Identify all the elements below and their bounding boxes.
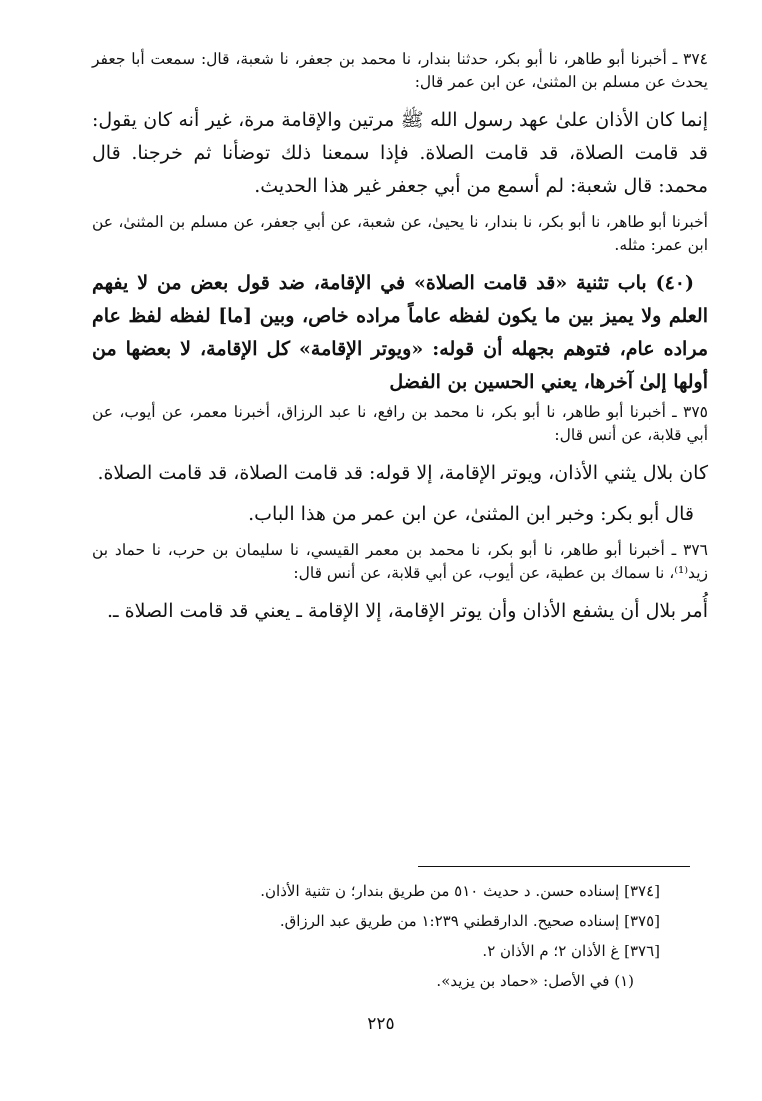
page-body xyxy=(92,48,708,636)
hadith-375-matn: كان بلال يثني الأذان، ويوتر الإقامة، إلا قوله: قد قامت الصلاة، قد قامت الصلاة. xyxy=(97,462,708,484)
hadith-375-isnad: ٣٧٥ ـ أخبرنا أبو طاهر، نا أبو بكر، نا محمد بن رافع، نا عبد الرزاق، أخبرنا معمر، عن أيوب، عن أبي قلابة، عن أنس قال: xyxy=(92,403,708,444)
hadith-376-isnad: ٣٧٦ ـ أخبرنا أبو طاهر، نا أبو بكر، نا محمد بن معمر القيسي، نا سليمان بن حرب، نا حماد بن زيد⁽¹⁾، نا سماك بن عطية، عن أيوب، عن أبي قلابة، عن أنس قال: xyxy=(92,541,708,582)
footnote-1: (١) في الأصل: «حماد بن يزيد». xyxy=(436,972,634,990)
footnote-separator xyxy=(418,866,690,867)
page-number: ٢٢٥ xyxy=(367,1014,395,1034)
hadith-376-matn: أُمر بلال أن يشفع الأذان وأن يوتر الإقامة، إلا الإقامة ـ يعني قد قامت الصلاة ـ. xyxy=(107,600,708,622)
hadith-374-isnad-2: أخبرنا أبو طاهر، نا أبو بكر، نا بندار، نا يحيىٰ، عن شعبة، عن أبي جعفر، عن مسلم بن المثنىٰ، عن ابن عمر: مثله. xyxy=(92,213,708,254)
chapter-40-heading: (٤٠) باب تثنية «قد قامت الصلاة» في الإقامة، ضد قول بعض من لا يفهم العلم ولا يميز بين ما يكون لفظه عاماً مراده خاص، وبين [ما] لفظه لفظ عام مراده عام، فتوهم بجهله أن قوله: «ويوتر الإقامة» كل الإقامة، لا بعضها من أولها إلىٰ آخرها، يعني الحسين بن الفضل xyxy=(92,272,708,393)
hadith-374-isnad: ٣٧٤ ـ أخبرنا أبو طاهر، نا أبو بكر، حدثنا بندار، نا محمد بن جعفر، نا شعبة، قال: سمعت أبا جعفر يحدث عن مسلم بن المثنىٰ، عن ابن عمر قال: xyxy=(92,50,708,91)
footnotes xyxy=(150,876,660,996)
hadith-375-comment: قال أبو بكر: وخبر ابن المثنىٰ، عن ابن عمر من هذا الباب. xyxy=(248,503,694,525)
hadith-374-matn: إنما كان الأذان علىٰ عهد رسول الله ﷺ مرتين والإقامة مرة، غير أنه كان يقول: قد قامت الصلاة، قد قامت الصلاة. فإذا سمعنا ذلك توضأنا ثم خرجنا. قال محمد: قال شعبة: لم أسمع من أبي جعفر غير هذا الحديث. xyxy=(92,109,708,197)
footnote-376: [٣٧٦] غ الأذان ٢؛ م الأذان ٢. xyxy=(482,942,660,960)
footnote-375: [٣٧٥] إسناده صحيح. الدارقطني ١:٢٣٩ من طريق عبد الرزاق. xyxy=(279,912,660,930)
footnote-374: [٣٧٤] إسناده حسن. د حديث ٥١٠ من طريق بندار؛ ن تثنية الأذان. xyxy=(260,882,660,900)
